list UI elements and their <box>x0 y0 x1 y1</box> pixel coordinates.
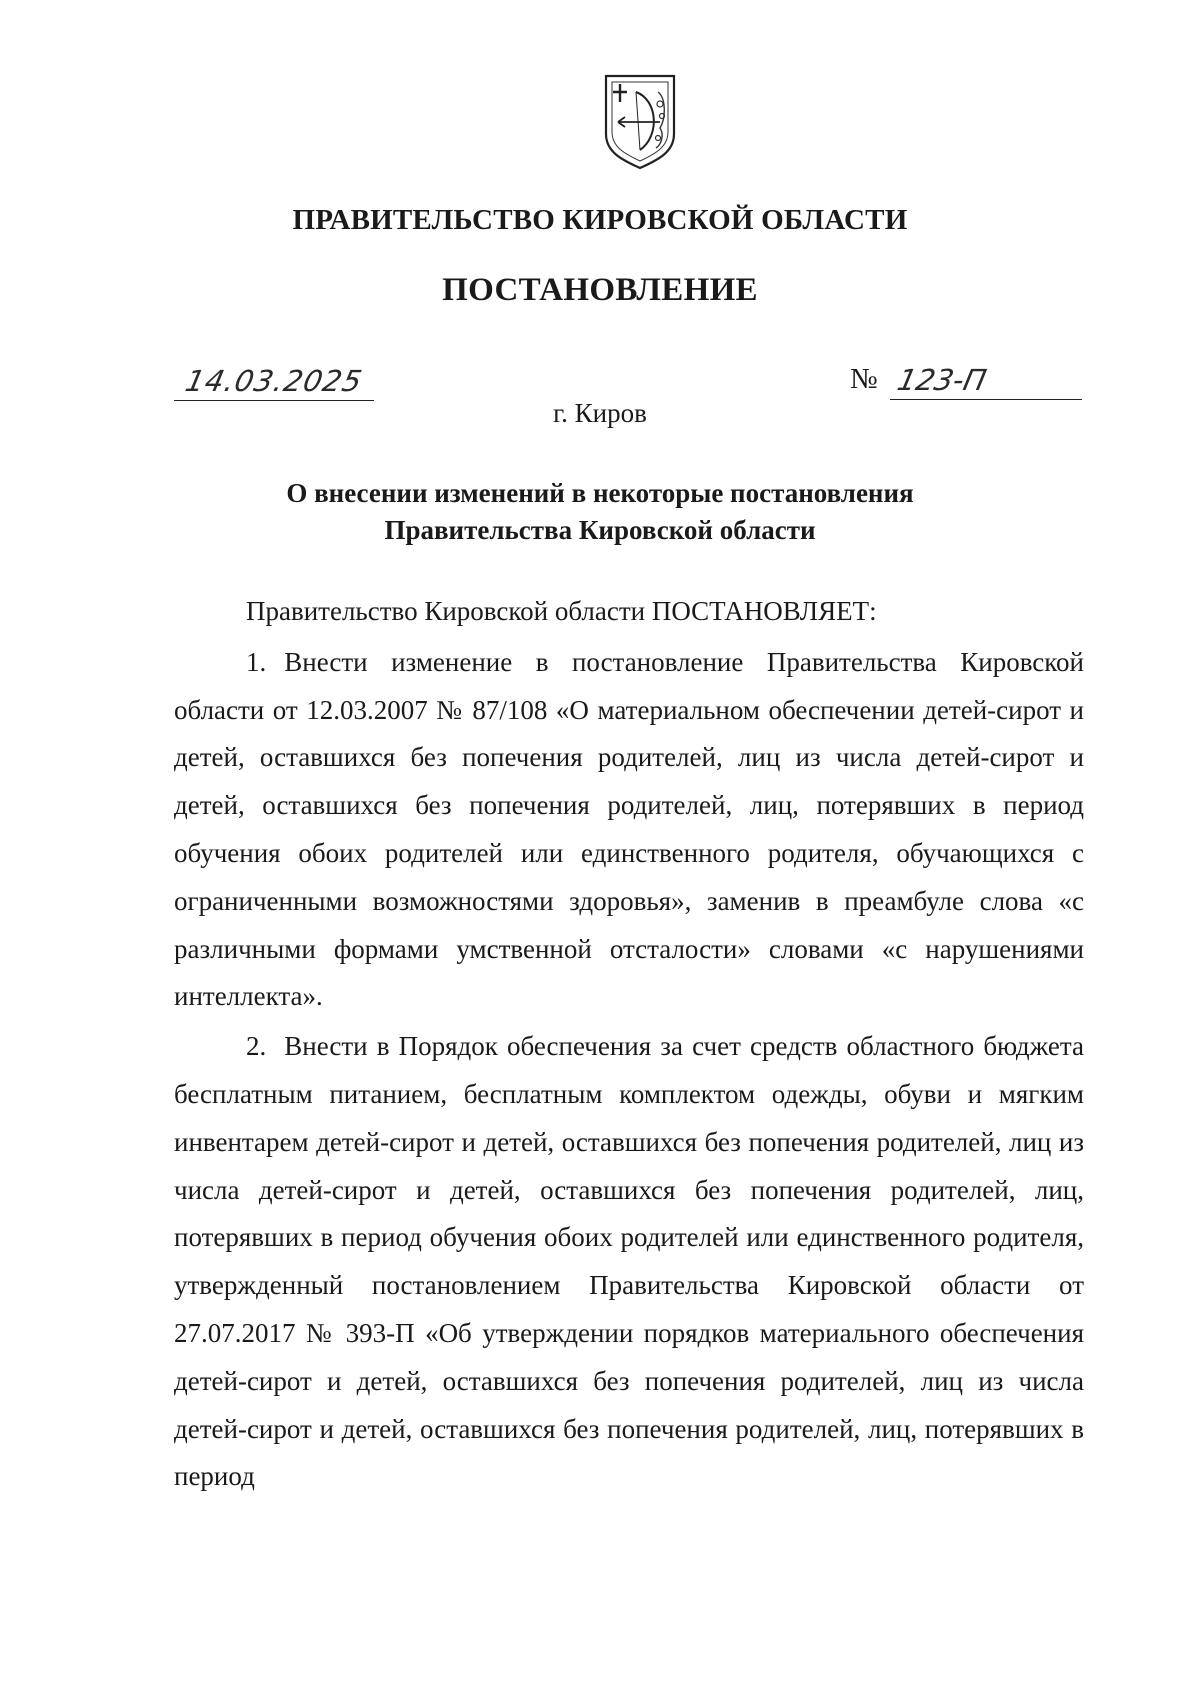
item-number: 2. <box>246 1031 267 1062</box>
number-label: № <box>850 363 878 395</box>
preamble: Правительство Кировской области ПОСТАНОВЛЯЕТ: <box>246 596 877 626</box>
subject-line-2: Правительства Кировской области <box>384 515 816 545</box>
item-number: 1. <box>246 646 267 677</box>
organization-title: ПРАВИТЕЛЬСТВО КИРОВСКОЙ ОБЛАСТИ <box>292 204 908 236</box>
paragraph-item-2 <box>174 1023 1084 1501</box>
document-subject <box>0 475 1200 549</box>
subject-line-1: О внесении изменений в некоторые постановления <box>286 478 914 508</box>
document-number: 123-П <box>894 363 990 397</box>
document-number-block <box>850 360 1082 400</box>
document-body <box>174 588 1084 1501</box>
city-label: г. Киров <box>553 398 647 428</box>
document-number-field <box>890 359 1082 400</box>
document-date: 14.03.2025 <box>182 364 366 398</box>
paragraph-item-1 <box>174 639 1084 1021</box>
coat-of-arms-icon <box>602 72 678 172</box>
document-type-title: ПОСТАНОВЛЕНИЕ <box>442 272 758 308</box>
item-text: Внести изменение в постановление Правительства Кировской области от 12.03.2007 № 87/108 «О материальном обеспечении детей-сирот и детей, оставшихся без попечения родителей, лиц из числа детей-сирот и детей, оставшихся без попечения родителей, лиц, потерявших в период обучения обоих родителей или единственного родителя, обучающихся с ограниченными возможностями здоровья», заменив в преамбуле слова «с различными формами умственной отсталости» словами «с нарушениями интеллекта». <box>174 646 1084 1012</box>
document-date-field <box>174 360 374 401</box>
item-text: Внести в Порядок обеспечения за счет средств областного бюджета бесплатным питанием, бесплатным комплектом одежды, обуви и мягким инвентарем детей-сирот и детей, оставшихся без попечения родителей, лиц из числа детей-сирот и детей, оставшихся без попечения родителей, лиц, потерявших в период обучения обоих родителей или единственного родителя, утвержденный постановлением Правительства Кировской области от 27.07.2017 № 393-П «Об утверждении порядков материального обеспечения детей-сирот и детей, оставшихся без попечения родителей, лиц из числа детей-сирот и детей, оставшихся без попечения родителей, лиц, потерявших в период <box>174 1031 1084 1492</box>
